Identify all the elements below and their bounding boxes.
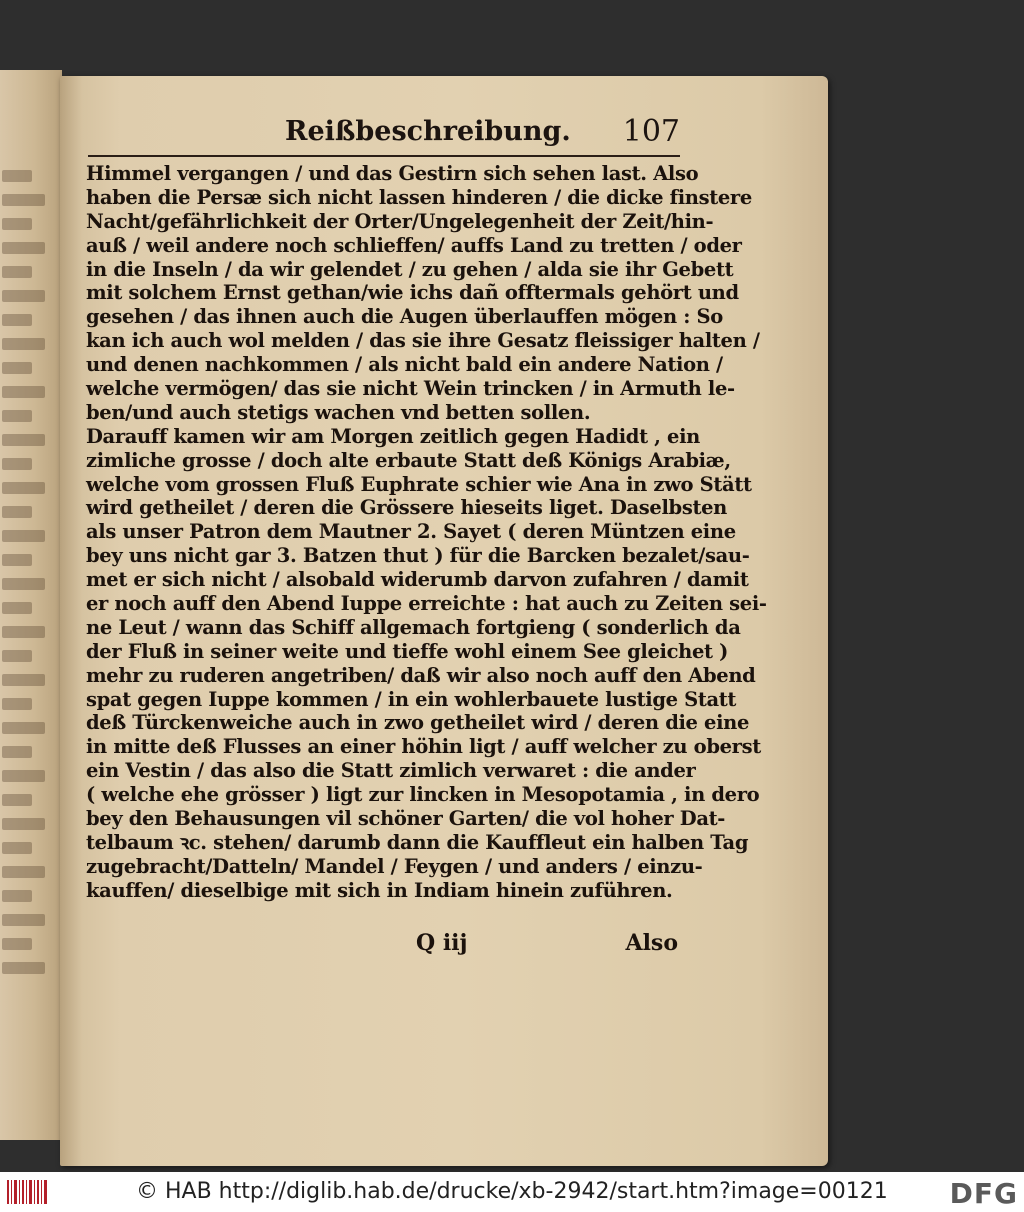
text-line: wird getheilet / deren die Grössere hieseits liget. Daselbsten <box>86 496 727 520</box>
catchword: Also <box>625 930 678 956</box>
previous-page-text-fragment <box>2 362 32 374</box>
text-line: der Fluß in seiner weite und tieffe wohl einem See gleichet ) <box>86 639 728 663</box>
body-text <box>86 162 767 903</box>
previous-page-text-fragment <box>2 266 32 278</box>
text-line: met er sich nicht / alsobald widerumb darvon zufahren / damit <box>86 568 749 592</box>
dfg-logo: DFG <box>949 1177 1018 1210</box>
text-line: in die Inseln / da wir gelendet / zu gehen / alda sie ihr Gebett <box>86 257 734 281</box>
text-line: in mitte deß Flusses an einer höhin ligt / auff welcher zu oberst <box>86 735 761 759</box>
previous-page-text-fragment <box>2 914 45 926</box>
previous-page-text-fragment <box>2 818 45 830</box>
text-line: haben die Persæ sich nicht lassen hinderen / die dicke finstere <box>86 185 752 209</box>
text-line: welche vermögen/ das sie nicht Wein trincken / in Armuth le- <box>86 377 735 401</box>
text-line: zugebracht/Datteln/ Mandel / Feygen / und anders / einzu- <box>86 854 703 878</box>
text-line: deß Türckenweiche auch in zwo getheilet wird / deren die eine <box>86 711 750 735</box>
text-line: kauffen/ dieselbige mit sich in Indiam hinein zuführen. <box>86 878 673 902</box>
footer-bar <box>0 1172 1024 1212</box>
text-line: er noch auff den Abend Iuppe erreichte : hat auch zu Zeiten sei- <box>86 592 767 616</box>
text-line: kan ich auch wol melden / das sie ihre Gesatz fleissiger halten / <box>86 329 760 353</box>
text-line: ein Vestin / das also die Statt zimlich verwaret : die ander <box>86 759 696 783</box>
previous-page-text-fragment <box>2 578 45 590</box>
previous-page-text-fragment <box>2 698 32 710</box>
previous-page-edge <box>0 70 62 1140</box>
previous-page-text-fragment <box>2 626 45 638</box>
text-line: Himmel vergangen / und das Gestirn sich sehen last. Also <box>86 162 699 185</box>
barcode-icon <box>6 1178 48 1206</box>
previous-page-text-fragment <box>2 746 32 758</box>
running-head <box>285 112 680 152</box>
previous-page-text-fragment <box>2 482 45 494</box>
text-line: mehr zu ruderen angetriben/ daß wir also noch auff den Abend <box>86 663 756 687</box>
signature-mark: Q iij <box>416 930 468 956</box>
previous-page-text-fragment <box>2 554 32 566</box>
previous-page-text-fragment <box>2 794 32 806</box>
page-foot <box>86 928 686 962</box>
copyright-link[interactable]: © HAB http://diglib.hab.de/drucke/xb-2942/start.htm?image=00121 <box>136 1179 888 1204</box>
text-line: auß / weil andere noch schlieffen/ auffs Land zu tretten / oder <box>86 233 742 257</box>
text-line: mit solchem Ernst gethan/wie ichs dañ offtermals gehört und <box>86 281 739 305</box>
previous-page-text-fragment <box>2 386 45 398</box>
text-line: bey uns nicht gar 3. Batzen thut ) für die Barcken bezalet/sau- <box>86 544 750 568</box>
previous-page-text-fragment <box>2 674 45 686</box>
previous-page-text-fragment <box>2 434 45 446</box>
previous-page-text-fragment <box>2 290 45 302</box>
previous-page-text-fragment <box>2 242 45 254</box>
previous-page-text-fragment <box>2 338 45 350</box>
text-line: spat gegen Iuppe kommen / in ein wohlerbauete lustige Statt <box>86 687 737 711</box>
text-line: bey den Behausungen vil schöner Garten/ die vol hoher Dat- <box>86 807 726 831</box>
running-title: Reißbeschreibung. <box>285 116 571 147</box>
previous-page-text-fragment <box>2 530 45 542</box>
text-line: gesehen / das ihnen auch die Augen überlauffen mögen : So <box>86 305 723 329</box>
text-line: Darauff kamen wir am Morgen zeitlich gegen Hadidt , ein <box>86 424 700 448</box>
previous-page-text-fragment <box>2 650 32 662</box>
previous-page-text-fragment <box>2 506 32 518</box>
header-rule <box>88 155 680 157</box>
text-line: Nacht/gefährlichkeit der Orter/Ungelegenheit der Zeit/hin- <box>86 209 714 233</box>
previous-page-text-fragment <box>2 866 45 878</box>
previous-page-text-fragment <box>2 722 45 734</box>
previous-page-text-fragment <box>2 842 32 854</box>
previous-page-text-fragment <box>2 938 32 950</box>
previous-page-text-fragment <box>2 218 32 230</box>
page-number: 107 <box>622 114 680 149</box>
text-line: telbaum ꝛc. stehen/ darumb dann die Kauffleut ein halben Tag <box>86 830 749 854</box>
previous-page-text-fragment <box>2 194 45 206</box>
previous-page-text-fragment <box>2 410 32 422</box>
previous-page-text-fragment <box>2 602 32 614</box>
previous-page-text-fragment <box>2 170 32 182</box>
text-line: zimliche grosse / doch alte erbaute Statt deß Königs Arabiæ, <box>86 448 731 472</box>
text-line: ben/und auch stetigs wachen vnd betten sollen. <box>86 400 591 424</box>
previous-page-text-fragment <box>2 962 45 974</box>
previous-page-text-fragment <box>2 458 32 470</box>
text-line: und denen nachkommen / als nicht bald ein andere Nation / <box>86 353 723 377</box>
text-line: welche vom grossen Fluß Euphrate schier wie Ana in zwo Stätt <box>86 472 752 496</box>
previous-page-text-fragment <box>2 314 32 326</box>
text-line: ( welche ehe grösser ) ligt zur lincken in Mesopotamia , in dero <box>86 783 760 807</box>
previous-page-text-fragment <box>2 890 32 902</box>
text-line: als unser Patron dem Mautner 2. Sayet ( deren Müntzen eine <box>86 520 736 544</box>
text-line: ne Leut / wann das Schiff allgemach fortgieng ( sonderlich da <box>86 615 741 639</box>
previous-page-text-fragment <box>2 770 45 782</box>
